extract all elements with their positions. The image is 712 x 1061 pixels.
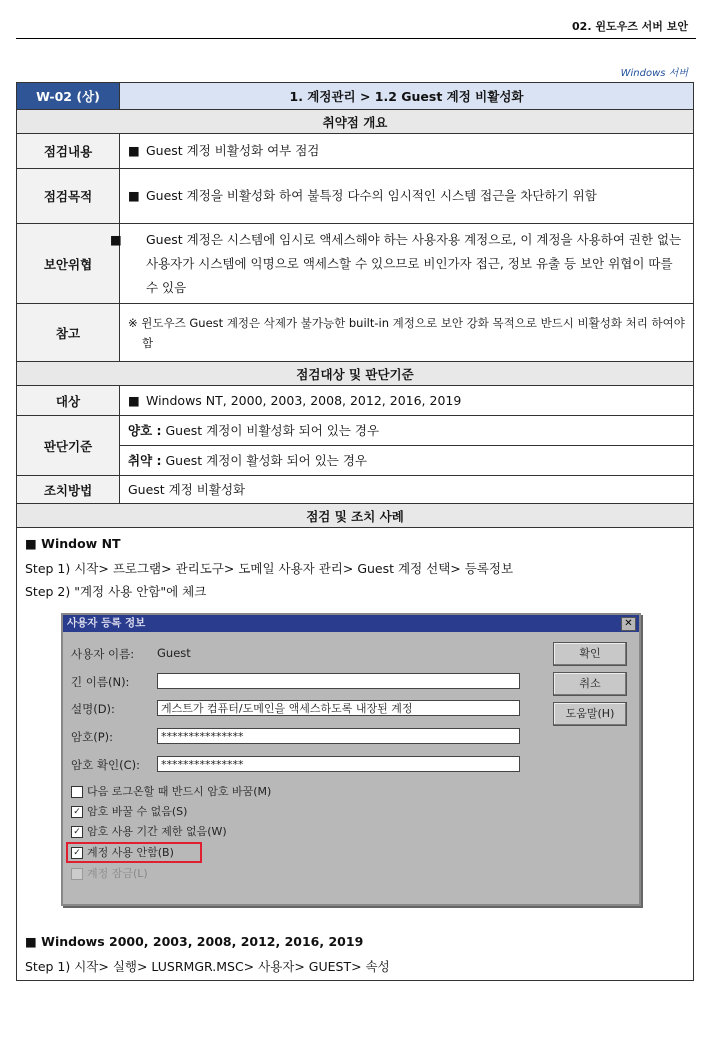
bullet-icon: ■	[128, 143, 140, 158]
checkbox-icon[interactable]	[71, 786, 83, 798]
row-note: ※ 윈도우즈 Guest 계정은 삭제가 불가능한 built-in 계정으로 보안 강화 목적으로 반드시 비활성화 처리 하여야 함	[120, 304, 694, 362]
row-label-target: 대상	[17, 386, 120, 416]
chapter-title: 02. 윈도우즈 서버 보안	[572, 20, 688, 33]
cancel-button[interactable]: 취소	[553, 672, 627, 696]
check-account-locked: 계정 잠금(L)	[71, 865, 148, 881]
row-label-criteria: 판단기준	[17, 416, 120, 476]
criteria-bad: 취약 : Guest 계정이 활성화 되어 있는 경우	[120, 446, 694, 476]
nt-step-1: Step 1) 시작> 프로그램> 관리도구> 도메일 사용자 관리> Guest 계정 선택> 등록정보	[25, 561, 514, 576]
row-action: Guest 계정 비활성화	[120, 476, 694, 504]
help-button[interactable]: 도움말(H)	[553, 702, 627, 726]
criteria-good: 양호 : Guest 계정이 비활성화 되어 있는 경우	[120, 416, 694, 446]
row-purpose: ■ Guest 계정을 비활성화 하여 불특정 다수의 임시적인 시스템 접근을 차단하기 위함	[120, 169, 694, 224]
w2k-heading: ■ Windows 2000, 2003, 2008, 2012, 2016, 2019	[25, 934, 364, 949]
username-value: Guest	[157, 646, 191, 660]
bullet-icon: ■	[110, 231, 122, 247]
section-criteria: 점검대상 및 판단기준	[17, 362, 694, 386]
checkbox-icon[interactable]: ✓	[71, 806, 83, 818]
close-icon[interactable]: ✕	[621, 617, 636, 631]
item-code: W-02 (상)	[17, 83, 120, 110]
row-label-content: 점검내용	[17, 134, 120, 169]
nt-heading: ■ Window NT	[25, 536, 121, 551]
user-properties-dialog	[61, 613, 641, 906]
username-label: 사용자 이름:	[71, 647, 135, 661]
checkbox-icon	[71, 868, 83, 880]
row-label-note: 참고	[17, 304, 120, 362]
check-cannot-change-pw[interactable]: ✓ 암호 바꿀 수 없음(S)	[71, 803, 187, 819]
row-label-threat: 보안위협	[17, 224, 120, 304]
check-account-disabled[interactable]: ✓ 계정 사용 안함(B)	[71, 844, 174, 860]
row-label-action: 조치방법	[17, 476, 120, 504]
pw2-field[interactable]: ***************	[157, 756, 520, 772]
nt-step-2: Step 2) "계정 사용 안함"에 체크	[25, 584, 207, 599]
fullname-label: 긴 이름(N):	[71, 675, 130, 689]
check-pw-never-expires[interactable]: ✓ 암호 사용 기간 제한 없음(W)	[71, 823, 227, 839]
item-title: 1. 계정관리 > 1.2 Guest 계정 비활성화	[120, 83, 694, 110]
row-threat: ■ Guest 계정은 시스템에 임시로 액세스해야 하는 사용자용 계정으로, 이 계정을 사용하여 권한 없는 사용자가 시스템에 익명으로 액세스할 수 있으므로 비인가자 접근, 정보 유출 등 보안 위협이 따를 수 있음	[120, 224, 694, 304]
row-label-purpose: 점검목적	[17, 169, 120, 224]
row-target: ■ Windows NT, 2000, 2003, 2008, 2012, 2016, 2019	[120, 386, 694, 416]
pw2-label: 암호 확인(C):	[71, 758, 140, 772]
section-cases: 점검 및 조치 사례	[17, 504, 694, 528]
pw-field[interactable]: ***************	[157, 728, 520, 744]
desc-field[interactable]: 게스트가 컴퓨터/도메인을 액세스하도록 내장된 계정	[157, 700, 520, 716]
section-overview: 취약점 개요	[17, 110, 694, 134]
ok-button[interactable]: 확인	[553, 642, 627, 666]
desc-label: 설명(D):	[71, 702, 115, 716]
w2k-step-1: Step 1) 시작> 실행> LUSRMGR.MSC> 사용자> GUEST> 속성	[25, 959, 390, 974]
cases-area	[17, 528, 694, 981]
bullet-icon: ■	[128, 392, 140, 408]
bullet-icon: ■	[128, 188, 140, 203]
row-content: ■ Guest 계정 비활성화 여부 점검	[120, 134, 694, 169]
check-must-change-pw[interactable]: 다음 로그온할 때 반드시 암호 바꿈(M)	[71, 783, 271, 799]
header-rule	[16, 38, 696, 39]
fullname-field[interactable]	[157, 673, 520, 689]
checkbox-icon[interactable]: ✓	[71, 847, 83, 859]
check-item-table	[16, 82, 694, 981]
checkbox-icon[interactable]: ✓	[71, 826, 83, 838]
pw-label: 암호(P):	[71, 730, 114, 744]
dialog-title: 사용자 등록 정보 ✕	[63, 615, 639, 632]
os-label: Windows 서버	[620, 68, 688, 79]
highlight-box	[66, 842, 202, 863]
